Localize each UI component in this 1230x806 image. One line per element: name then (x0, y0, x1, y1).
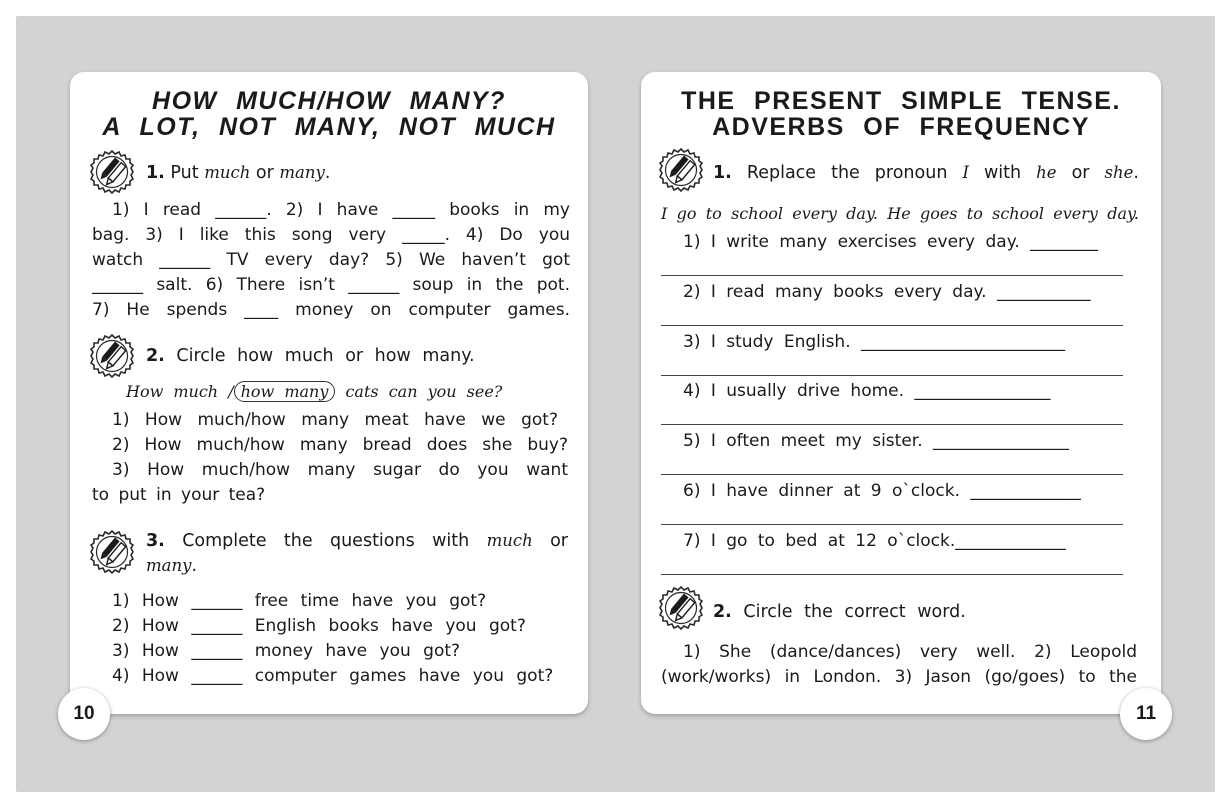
answer-line (661, 375, 1123, 376)
left-task1-line: 1) I read ______. 2) I have _____ books in my (112, 200, 570, 220)
left-task3-line: 1) How ______ free time have you got? (112, 591, 487, 611)
right-task1-item: 4) I usually drive home. ________________ (683, 381, 1051, 401)
right-task2-heading: 2. Circle the correct word. (713, 602, 966, 622)
left-task2-line: to put in your tea? (92, 485, 266, 505)
right-title-line2: ADVERBS OF FREQUENCY (712, 113, 1090, 141)
right-task1-item: 1) I write many exercises every day. ________ (683, 232, 1099, 252)
circled-answer: how many (234, 381, 336, 402)
answer-line (661, 524, 1123, 525)
left-task3-heading-cont: many. (146, 556, 198, 576)
right-task1-item: 5) I often meet my sister. ________________ (683, 431, 1070, 451)
left-title-line2: A LOT, NOT MANY, NOT MUCH (102, 113, 556, 141)
right-task2-line: (work/works) in London. 3) Jason (go/goes) to the (661, 667, 1137, 687)
answer-line (661, 474, 1123, 475)
answer-line (661, 424, 1123, 425)
answer-line (661, 325, 1123, 326)
left-task1-line: bag. 3) I like this song very _____. 4) Do you (92, 225, 570, 245)
right-task2-line: 1) She (dance/dances) very well. 2) Leopold (683, 642, 1137, 662)
right-task1-item: 2) I read many books every day. ___________ (683, 282, 1091, 302)
left-task2-line: 2) How much/how many bread does she buy? (112, 435, 568, 455)
left-title-line1: HOW MUCH/HOW MANY? (152, 87, 506, 115)
left-task2-line: 3) How much/how many sugar do you want (112, 460, 568, 480)
left-task3-heading: 3. Complete the questions with much or (146, 531, 568, 551)
right-task1-item: 3) I study English. ________________________ (683, 332, 1066, 352)
left-task3-line: 4) How ______ computer games have you got? (112, 666, 554, 686)
answer-line (661, 574, 1123, 575)
right-task1-item: 6) I have dinner at 9 o`clock. _____________ (683, 481, 1081, 501)
pencil-pen-icon (90, 530, 134, 574)
pencil-pen-icon (90, 334, 134, 378)
left-task2-line: 1) How much/how many meat have we got? (112, 410, 558, 430)
right-page (641, 72, 1161, 714)
right-title-line1: THE PRESENT SIMPLE TENSE. (681, 87, 1121, 115)
left-task1-line: 7) He spends ____ money on computer games. (92, 300, 570, 320)
left-page (70, 72, 588, 714)
left-task1-line: watch ______ TV every day? 5) We haven’t got (92, 250, 570, 270)
right-task1-item: 7) I go to bed at 12 o`clock._____________ (683, 531, 1066, 551)
left-task2-heading: 2. Circle how much or how many. (146, 346, 475, 366)
left-task3-line: 2) How ______ English books have you got? (112, 616, 526, 636)
pencil-pen-icon (659, 586, 703, 630)
left-task2-example: How much / how many cats can you see? (126, 382, 503, 401)
page-number-left: 10 (58, 688, 110, 740)
left-task3-line: 3) How ______ money have you got? (112, 641, 461, 661)
pencil-pen-icon (659, 148, 703, 192)
answer-line (661, 275, 1123, 276)
left-task1-line: ______ salt. 6) There isn’t ______ soup in the pot. (92, 275, 570, 295)
page-number-right: 11 (1120, 688, 1172, 740)
pencil-pen-icon (90, 150, 134, 194)
left-task1-heading: 1. Put much or many. (146, 163, 331, 183)
right-task1-heading: 1. Replace the pronoun I with he or she. (713, 163, 1139, 183)
right-task1-example: I go to school every day. He goes to school every day. (661, 204, 1139, 223)
